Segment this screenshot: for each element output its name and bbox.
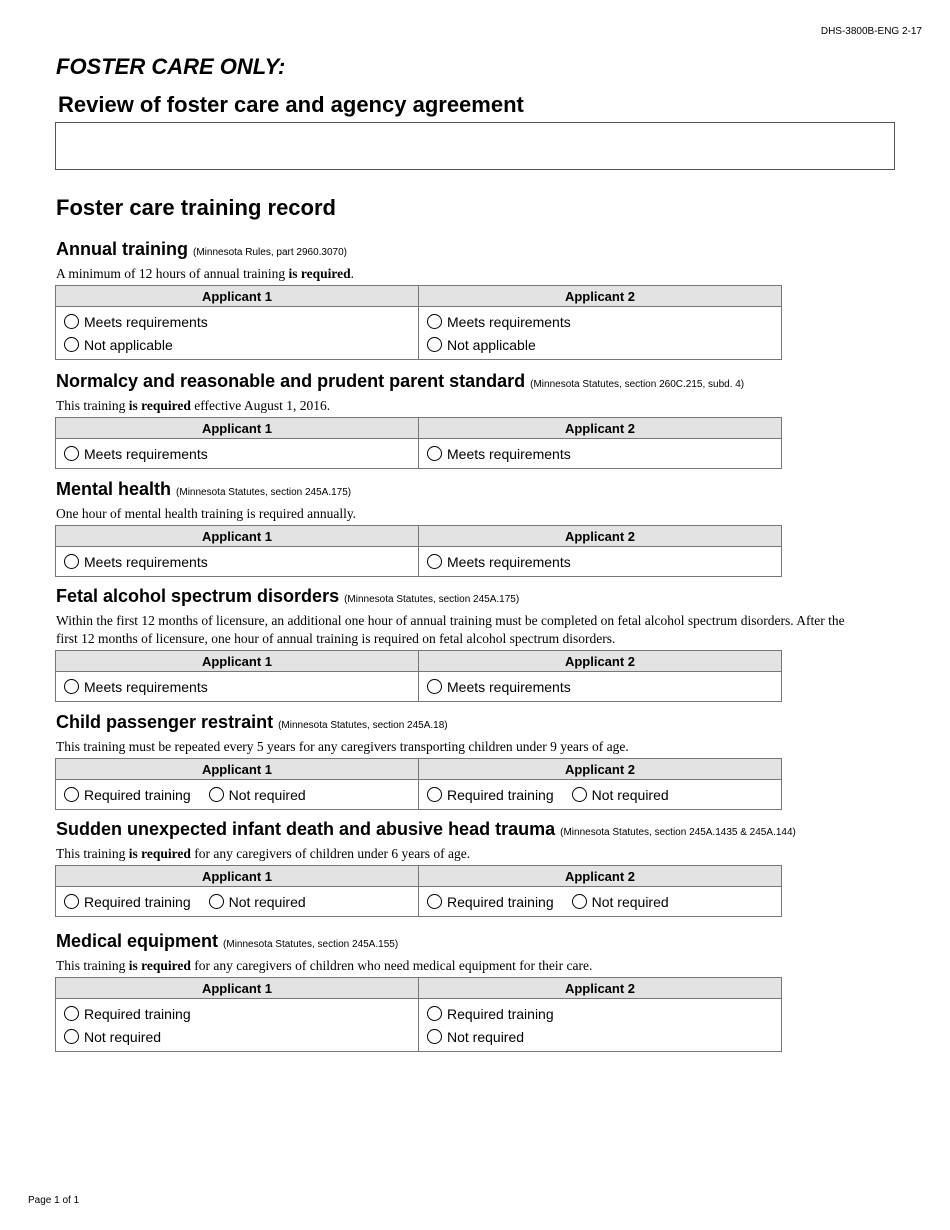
- section-sudden-infant-death: [56, 818, 856, 917]
- section-description: This training is required for any caregivers of children who need medical equipment for their care.: [56, 958, 593, 973]
- applicant2-meets-radio[interactable]: Meets requirements: [427, 442, 781, 465]
- applicant1-cell: [56, 307, 419, 360]
- section-description: Within the first 12 months of licensure, an additional one hour of annual training must be completed on fetal alcohol spectrum disorders. After the first 12 months of licensure, one hour of annual training is required on fetal alcohol spectrum disorders.: [56, 613, 845, 646]
- applicant1-required-radio[interactable]: Required training: [64, 1002, 418, 1025]
- radio-circle-icon: [572, 894, 587, 909]
- applicant-table: [55, 285, 782, 360]
- section-citation: (Minnesota Statutes, section 245A.175): [176, 487, 352, 498]
- section-title: Annual training: [56, 239, 188, 259]
- applicant2-cell: [419, 307, 782, 360]
- applicant2-header: Applicant 2: [419, 286, 782, 307]
- section-citation: (Minnesota Statutes, section 245A.175): [344, 594, 520, 605]
- radio-circle-icon: [427, 894, 442, 909]
- section-title: Medical equipment: [56, 931, 219, 951]
- radio-circle-icon: [209, 894, 224, 909]
- review-text-field[interactable]: [55, 122, 895, 170]
- applicant-table: [55, 417, 782, 469]
- applicant1-meets-radio[interactable]: Meets requirements: [64, 310, 418, 333]
- applicant1-header: Applicant 1: [56, 978, 419, 999]
- applicant1-header: Applicant 1: [56, 651, 419, 672]
- applicant1-not-required-radio[interactable]: Not required: [209, 890, 306, 913]
- applicant1-cell: [56, 439, 419, 469]
- radio-circle-icon: [427, 679, 442, 694]
- applicant2-not-required-radio[interactable]: Not required: [427, 1025, 781, 1048]
- radio-circle-icon: [64, 679, 79, 694]
- section-title: Mental health: [56, 479, 172, 499]
- radio-circle-icon: [64, 1006, 79, 1021]
- applicant1-header: Applicant 1: [56, 866, 419, 887]
- applicant2-header: Applicant 2: [419, 651, 782, 672]
- applicant1-cell: [56, 887, 419, 917]
- section-citation: (Minnesota Statutes, section 245A.1435 & 245A.144): [560, 827, 796, 838]
- applicant1-header: Applicant 1: [56, 286, 419, 307]
- form-code: DHS-3800B-ENG 2-17: [820, 26, 922, 37]
- applicant1-header: Applicant 1: [56, 759, 419, 780]
- section-fetal-alcohol: [56, 585, 856, 702]
- applicant2-required-radio[interactable]: Required training: [427, 890, 554, 913]
- radio-circle-icon: [427, 1006, 442, 1021]
- radio-circle-icon: [209, 787, 224, 802]
- applicant1-meets-radio[interactable]: Meets requirements: [64, 442, 418, 465]
- applicant2-header: Applicant 2: [419, 978, 782, 999]
- applicant2-cell: [419, 672, 782, 702]
- radio-circle-icon: [427, 446, 442, 461]
- radio-circle-icon: [64, 1029, 79, 1044]
- section-mental-health: [56, 478, 856, 577]
- applicant1-required-radio[interactable]: Required training: [64, 890, 191, 913]
- applicant-table: [55, 977, 782, 1052]
- applicant1-not-required-radio[interactable]: Not required: [64, 1025, 418, 1048]
- applicant2-header: Applicant 2: [419, 418, 782, 439]
- applicant1-cell: [56, 780, 419, 810]
- applicant2-header: Applicant 2: [419, 759, 782, 780]
- section-citation: (Minnesota Statutes, section 245A.18): [278, 720, 448, 731]
- section-citation: (Minnesota Rules, part 2960.3070): [193, 247, 347, 258]
- applicant-table: [55, 650, 782, 702]
- applicant-table: [55, 758, 782, 810]
- applicant1-header: Applicant 1: [56, 526, 419, 547]
- section-description: This training is required for any caregivers of children under 6 years of age.: [56, 846, 471, 861]
- radio-circle-icon: [64, 446, 79, 461]
- applicant1-required-radio[interactable]: Required training: [64, 783, 191, 806]
- applicant-table: [55, 525, 782, 577]
- applicant2-required-radio[interactable]: Required training: [427, 783, 554, 806]
- section-child-passenger: [56, 711, 856, 810]
- applicant1-header: Applicant 1: [56, 418, 419, 439]
- radio-circle-icon: [64, 894, 79, 909]
- radio-circle-icon: [427, 314, 442, 329]
- training-record-heading: Foster care training record: [56, 195, 336, 220]
- foster-care-only-heading: FOSTER CARE ONLY:: [56, 54, 286, 79]
- section-title: Sudden unexpected infant death and abusive head trauma: [56, 819, 556, 839]
- applicant2-cell: [419, 439, 782, 469]
- radio-circle-icon: [64, 787, 79, 802]
- section-annual-training: [56, 238, 856, 360]
- applicant1-not-required-radio[interactable]: Not required: [209, 783, 306, 806]
- radio-circle-icon: [427, 554, 442, 569]
- radio-circle-icon: [572, 787, 587, 802]
- section-title: Child passenger restraint: [56, 712, 274, 732]
- applicant2-cell: [419, 547, 782, 577]
- applicant2-cell: [419, 780, 782, 810]
- section-description: This training must be repeated every 5 years for any caregivers transporting children under 9 years of age.: [56, 739, 629, 754]
- radio-circle-icon: [427, 337, 442, 352]
- applicant2-cell: [419, 999, 782, 1052]
- applicant2-not-required-radio[interactable]: Not required: [572, 783, 669, 806]
- applicant2-meets-radio[interactable]: Meets requirements: [427, 310, 781, 333]
- section-normalcy: [56, 370, 856, 469]
- applicant1-cell: [56, 999, 419, 1052]
- radio-circle-icon: [427, 787, 442, 802]
- applicant2-required-radio[interactable]: Required training: [427, 1002, 781, 1025]
- applicant2-meets-radio[interactable]: Meets requirements: [427, 550, 781, 573]
- section-citation: (Minnesota Statutes, section 245A.155): [223, 939, 399, 950]
- section-description: One hour of mental health training is required annually.: [56, 506, 357, 521]
- radio-circle-icon: [64, 337, 79, 352]
- applicant-table: [55, 865, 782, 917]
- radio-circle-icon: [64, 554, 79, 569]
- applicant2-header: Applicant 2: [419, 866, 782, 887]
- review-heading: Review of foster care and agency agreement: [58, 92, 524, 117]
- section-description: This training is required effective August 1, 2016.: [56, 398, 331, 413]
- section-title: Fetal alcohol spectrum disorders: [56, 586, 340, 606]
- applicant2-not-required-radio[interactable]: Not required: [572, 890, 669, 913]
- applicant2-not-applicable-radio[interactable]: Not applicable: [427, 333, 781, 356]
- section-title: Normalcy and reasonable and prudent parent standard: [56, 371, 526, 391]
- applicant2-meets-radio[interactable]: Meets requirements: [427, 675, 781, 698]
- section-citation: (Minnesota Statutes, section 260C.215, subd. 4): [530, 379, 745, 390]
- applicant1-meets-radio[interactable]: Meets requirements: [64, 675, 418, 698]
- page-number: Page 1 of 1: [28, 1195, 80, 1206]
- radio-circle-icon: [64, 314, 79, 329]
- applicant1-not-applicable-radio[interactable]: Not applicable: [64, 333, 418, 356]
- applicant1-cell: [56, 672, 419, 702]
- applicant1-cell: [56, 547, 419, 577]
- radio-circle-icon: [427, 1029, 442, 1044]
- applicant2-header: Applicant 2: [419, 526, 782, 547]
- applicant1-meets-radio[interactable]: Meets requirements: [64, 550, 418, 573]
- section-description: A minimum of 12 hours of annual training is required.: [56, 266, 354, 281]
- section-medical-equipment: [56, 930, 856, 1052]
- applicant2-cell: [419, 887, 782, 917]
